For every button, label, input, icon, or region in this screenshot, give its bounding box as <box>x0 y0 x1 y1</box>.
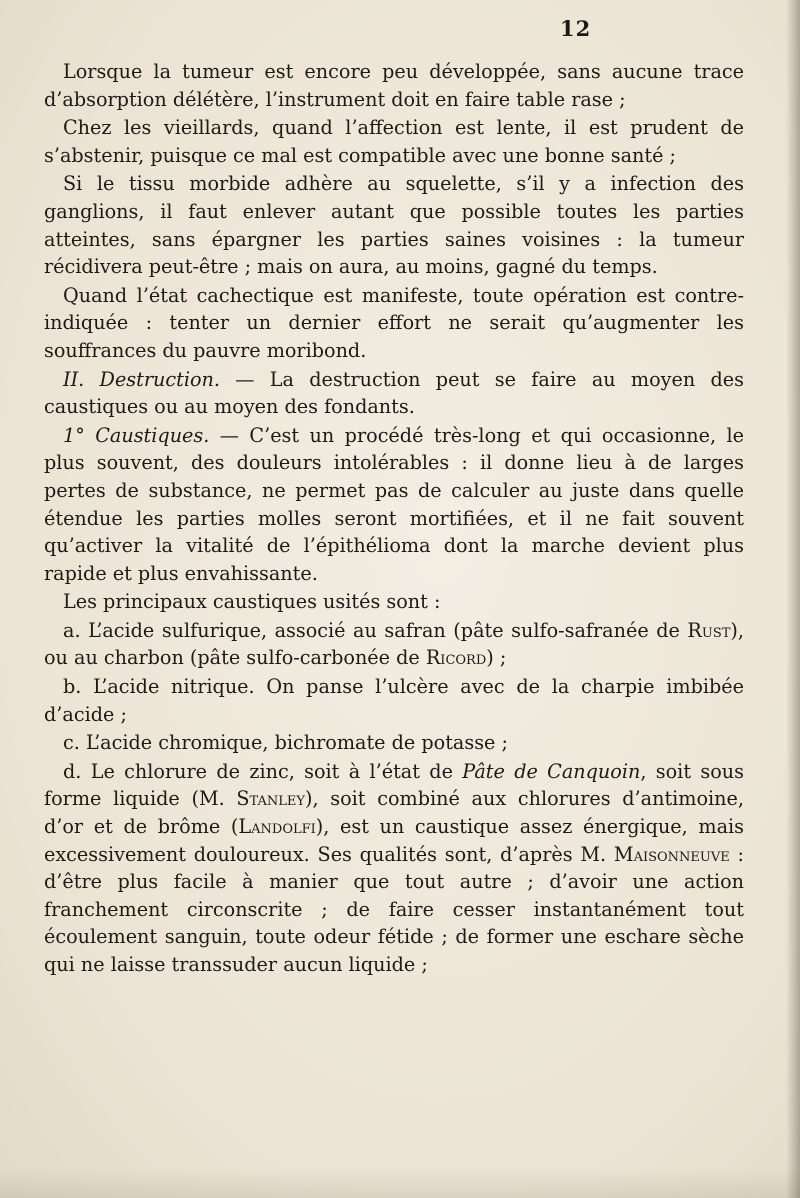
list-item-acide-chromique: c. L’acide chromique, bichromate de potasse ; <box>63 731 508 755</box>
list-item-text: a. L’acide sulfurique, associé au safran (pâte sulfo-safranée de <box>63 618 688 642</box>
caustiques-text: — C’est un procédé très-long et qui occasionne, le plus souvent, des douleurs intolérables : il donne lieu à de larges pertes de substance, ne permet pas de calculer au juste dans quelle étendue les parties molles seront mortifiées, et il ne fait souvent qu’activer la vitalité de l’épithélioma dont la marche devient plus rapide et plus envahissante. <box>44 423 745 585</box>
section-heading-destruction: II. Destruction. <box>63 367 220 391</box>
list-item-text: : d’être plus facile à manier que tout autre ; d’avoir une action franchement circonscrite ; de faire cesser instantanément tout écoulement sanguin, toute odeur fétide ; de former une eschare sèche qui ne laisse transsuder aucun liquide ; <box>44 842 744 976</box>
author-name: Landolfi <box>238 815 316 839</box>
paragraph-destruction <box>44 366 744 421</box>
paragraph-vieillards: Chez les vieillards, quand l’affection est lente, il est prudent de s’abstenir, puisque ce mal est compatible avec une bonne santé ; <box>44 116 744 167</box>
list-item-chlorure-de-zinc <box>44 758 744 979</box>
list-item-text: ), est un caustique assez énergique, mais excessivement douloureux. Ses qualités sont, d’après M. <box>44 815 745 866</box>
list-item-acide-nitrique: b. L’acide nitrique. On panse l’ulcère avec de la charpie imbibée d’acide ; <box>44 675 744 726</box>
destruction-text: — La destruction peut se faire au moyen des caustiques ou au moyen des fondants. <box>44 367 744 419</box>
list-item-text: d. Le chlorure de zinc, soit à l’état de <box>63 759 463 783</box>
body-text <box>44 58 744 979</box>
paragraph-tissu-morbide: Si le tissu morbide adhère au squelette, s’il y a infection des ganglions, il faut enlever autant que possible toutes les parties atteintes, sans épargner les parties saines voisines : la tumeur récidivera peut-être ; mais on aura, au moins, gagné du temps. <box>44 172 744 279</box>
author-name: Ricord <box>425 646 487 670</box>
paragraph-etat-cachectique: Quand l’état cachectique est manifeste, toute opération est contre-indiquée : tenter un dernier effort ne serait qu’augmenter les souffrances du pauvre moribond. <box>44 283 744 362</box>
italic-term: Pâte de Canquoin <box>462 759 641 783</box>
list-item-text: ) ; <box>486 646 507 670</box>
paragraph-principaux-caustiques: Les principaux caustiques usités sont : <box>63 590 441 614</box>
list-item-text: ), ou au charbon (pâte sulfo-carbonée de <box>44 618 744 670</box>
author-name: Rust <box>687 618 731 642</box>
list-item-text: , soit sous forme liquide (M. <box>44 759 744 811</box>
section-heading-caustiques: 1° Caustiques. <box>63 423 210 447</box>
paragraph-caustiques <box>44 422 744 588</box>
list-item-text: ), soit combiné aux chlorures d’antimoine, d’or et de brôme ( <box>44 787 744 839</box>
page-edge-shadow <box>786 0 800 1198</box>
page-bottom-shading <box>0 1168 800 1198</box>
paragraph-tumeur-peu-developpee: Lorsque la tumeur est encore peu développée, sans aucune trace d’absorption délétère, l’instrument doit en faire table rase ; <box>44 60 744 111</box>
page-number: 12 <box>560 16 592 41</box>
author-name: Stanley <box>236 787 305 811</box>
author-name: Maisonneuve <box>613 842 730 866</box>
list-item-acide-sulfurique <box>44 617 744 672</box>
